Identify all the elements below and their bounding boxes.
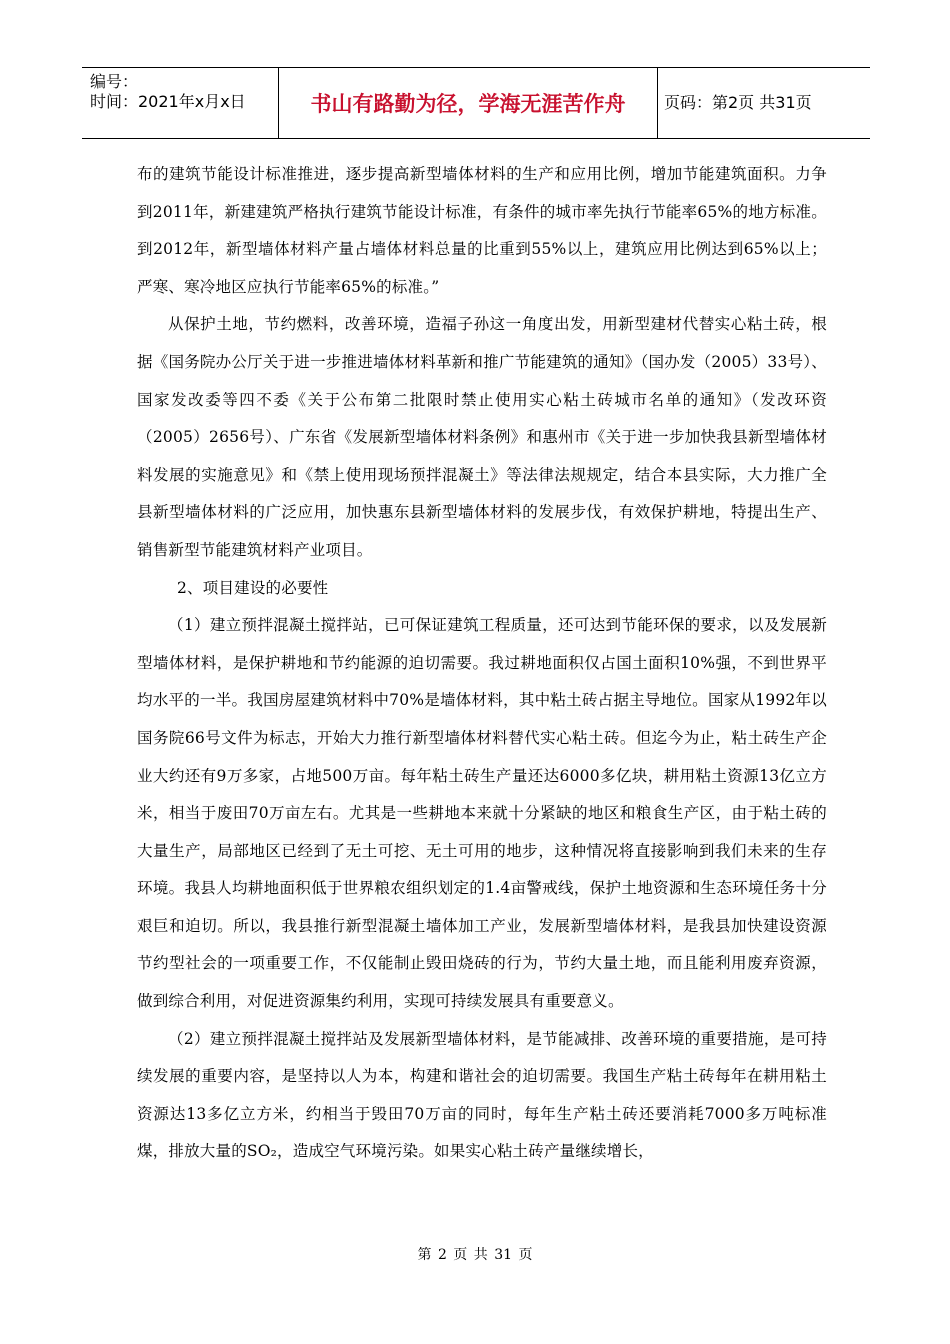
document-date-label: 时间：2021年x月x日	[90, 92, 246, 111]
document-number-label: 编号：	[90, 72, 139, 91]
header-left-cell	[82, 68, 279, 138]
header-page-number: 页码：第2页 共31页	[664, 93, 812, 112]
page-footer: 第 2 页 共 31 页	[417, 1247, 533, 1263]
header-motto-cell	[279, 68, 658, 138]
body-paragraph: （2）建立预拌混凝土搅拌站及发展新型墙体材料，是节能减排、改善环境的重要措施，是可持续发展的重要内容，是坚持以人为本，构建和谐社会的迫切需要。我国生产粘土砖每年在耕用粘土资源达13多亿立方米，约相当于毁田70万亩的同时，每年生产粘土砖还要消耗7000多万吨标准煤，排放大量的SO₂，造成空气环境污染。如果实心粘土砖产量继续增长，	[137, 1029, 827, 1161]
header-motto: 书山有路勤为径，学海无涯苦作舟	[310, 92, 626, 116]
section-heading: 2、项目建设的必要性	[177, 578, 329, 597]
header-page-cell	[658, 68, 870, 138]
body-paragraph: 布的建筑节能设计标准推进，逐步提高新型墙体材料的生产和应用比例，增加节能建筑面积。力争到2011年，新建建筑严格执行建筑节能设计标准，有条件的城市率先执行节能率65%的地方标准。到2012年，新型墙体材料产量占墙体材料总量的比重到55%以上，建筑应用比例达到65%以上；严寒、寒冷地区应执行节能率65%的标准。”	[137, 165, 827, 296]
document-header	[82, 67, 870, 139]
body-paragraph: （1）建立预拌混凝土搅拌站，已可保证建筑工程质量，还可达到节能环保的要求，以及发展新型墙体材料，是保护耕地和节约能源的迫切需要。我过耕地面积仅占国土面积10%强，不到世界平均水平的一半。我国房屋建筑材料中70%是墙体材料，其中粘土砖占据主导地位。国家从1992年以国务院66号文件为标志，开始大力推行新型墙体材料替代实心粘土砖。但迄今为止，粘土砖生产企业大约还有9万多家，占地500万亩。每年粘土砖生产量还达6000多亿块，耕用粘土资源13亿立方米，相当于废田70万亩左右。尤其是一些耕地本来就十分紧缺的地区和粮食生产区，由于粘土砖的大量生产，局部地区已经到了无土可挖、无土可用的地步，这种情况将直接影响到我们未来的生存环境。我县人均耕地面积低于世界粮农组织划定的1.4亩警戒线，保护土地资源和生态环境任务十分艰巨和迫切。所以，我县推行新型混凝土墙体加工产业，发展新型墙体材料，是我县加快建设资源节约型社会的一项重要工作，不仅能制止毁田烧砖的行为，节约大量土地，而且能利用废弃资源，做到综合利用，对促进资源集约利用，实现可持续发展具有重要意义。	[137, 616, 827, 1011]
body-paragraph: 从保护土地，节约燃料，改善环境，造福子孙这一角度出发，用新型建材代替实心粘土砖，根据《国务院办公厅关于进一步推进墙体材料革新和推广节能建筑的通知》（国办发（2005）33号）、国家发改委等四不委《关于公布第二批限时禁止使用实心粘土砖城市名单的通知》（发改环资（2005）2656号）、广东省《发展新型墙体材料条例》和惠州市《关于进一步加快我县新型墙体材料发展的实施意见》和《禁上使用现场预拌混凝土》等法律法规规定，结合本县实际，大力推广全县新型墙体材料的广泛应用，加快惠东县新型墙体材料的发展步伐，有效保护耕地，特提出生产、销售新型节能建筑材料产业项目。	[137, 315, 827, 559]
document-body	[137, 156, 827, 1171]
